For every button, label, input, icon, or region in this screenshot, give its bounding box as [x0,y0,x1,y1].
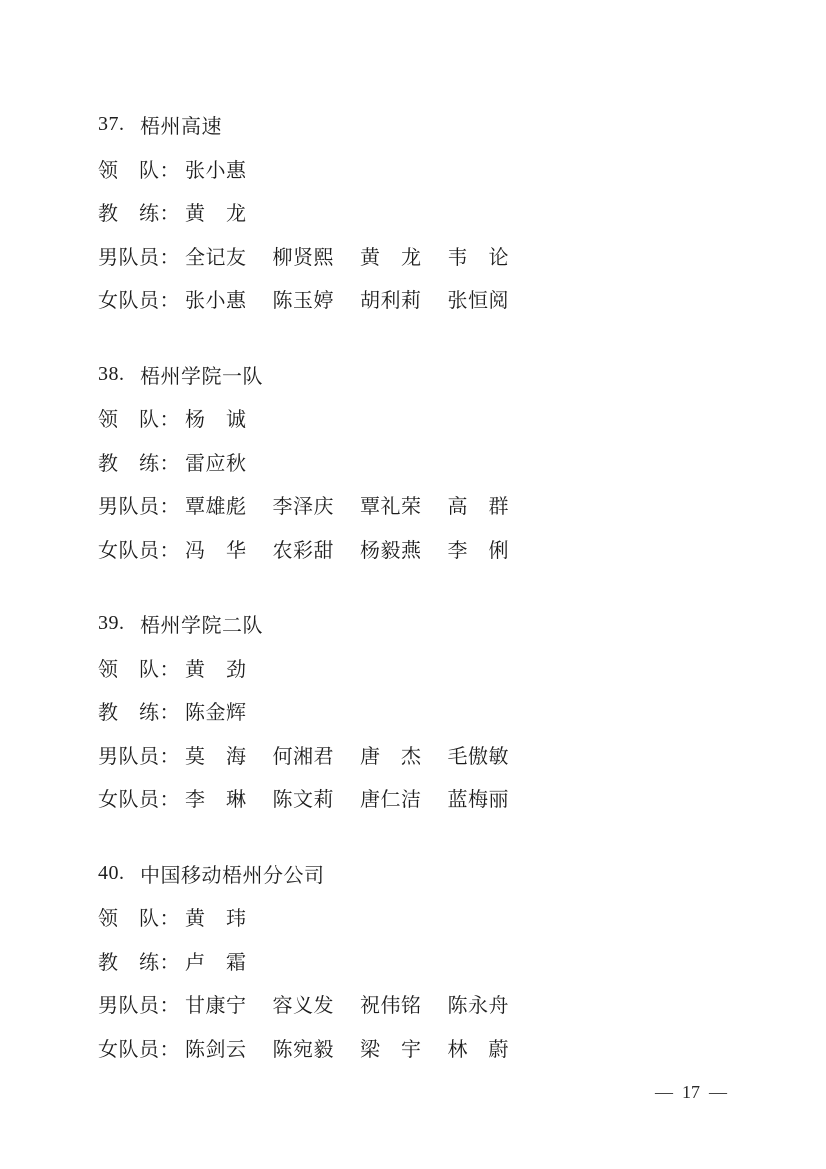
male-members [185,241,509,270]
coach-name: 雷应秋 [185,452,247,475]
member-name: 毛傲敏 [447,745,509,768]
page-footer [655,1082,727,1103]
leader-line [98,646,738,690]
female-members-label: 女队员： [98,1038,180,1061]
coach-name: 卢 霜 [185,951,247,974]
male-members-line [98,483,738,527]
male-members-line [98,733,738,777]
leader-label: 领 队： [98,908,180,931]
member-name: 莫 海 [185,745,247,768]
team-block-37 [98,103,738,321]
member-name: 杨毅燕 [360,539,422,562]
member-name: 何湘君 [272,745,334,768]
team-heading [98,852,738,896]
leader-line [98,396,738,440]
team-block-40 [98,852,738,1070]
team-number: 39. [98,612,125,635]
member-name: 张小惠 [185,290,247,313]
leader-name: 黄 玮 [185,908,247,931]
coach-label: 教 练： [98,452,180,475]
leader-name: 张小惠 [185,159,247,182]
member-name: 林 蔚 [447,1038,509,1061]
member-name: 祝伟铭 [360,995,422,1018]
female-members-label: 女队员： [98,789,180,812]
member-name: 柳贤熙 [272,246,334,269]
coach-name: 黄 龙 [185,203,247,226]
female-members-line [98,1026,738,1070]
team-block-39 [98,602,738,820]
female-members [185,284,509,313]
member-name: 覃雄彪 [185,496,247,519]
member-name: 容义发 [272,995,334,1018]
member-name: 高 群 [447,496,509,519]
member-name: 李 琳 [185,789,247,812]
coach-line [98,440,738,484]
coach-line [98,190,738,234]
team-name: 梧州学院一队 [140,365,263,388]
coach-line [98,939,738,983]
male-members [185,490,509,519]
member-name: 全记友 [185,246,247,269]
coach-name: 陈金辉 [185,702,247,725]
team-number: 37. [98,113,125,136]
member-name: 陈宛毅 [272,1038,334,1061]
male-members [185,989,509,1018]
female-members [185,534,509,563]
male-members-line [98,234,738,278]
male-members-label: 男队员： [98,995,180,1018]
member-name: 蓝梅丽 [447,789,509,812]
member-name: 陈剑云 [185,1038,247,1061]
female-members-line [98,527,738,571]
member-name: 黄 龙 [360,246,422,269]
team-heading [98,602,738,646]
coach-label: 教 练： [98,702,180,725]
member-name: 甘康宁 [185,995,247,1018]
footer-dash-right: — [709,1082,727,1102]
member-name: 张恒阅 [447,290,509,313]
female-members-label: 女队员： [98,539,180,562]
male-members-label: 男队员： [98,745,180,768]
member-name: 陈文莉 [272,789,334,812]
female-members-line [98,776,738,820]
female-members [185,1033,509,1062]
leader-line [98,895,738,939]
team-heading [98,103,738,147]
member-name: 唐仁洁 [360,789,422,812]
male-members-label: 男队员： [98,496,180,519]
member-name: 李 俐 [447,539,509,562]
page-number: 17 [682,1082,700,1102]
team-number: 40. [98,861,125,884]
female-members [185,783,509,812]
member-name: 覃礼荣 [360,496,422,519]
leader-line [98,147,738,191]
team-number: 38. [98,362,125,385]
footer-dash-left: — [655,1082,673,1102]
male-members-label: 男队员： [98,246,180,269]
female-members-line [98,277,738,321]
coach-label: 教 练： [98,203,180,226]
member-name: 陈永舟 [447,995,509,1018]
member-name: 农彩甜 [272,539,334,562]
leader-label: 领 队： [98,409,180,432]
team-roster-list [98,103,738,1101]
team-name: 中国移动梧州分公司 [140,864,325,887]
female-members-label: 女队员： [98,290,180,313]
male-members [185,740,509,769]
team-heading [98,353,738,397]
team-name: 梧州学院二队 [140,615,263,638]
member-name: 陈玉婷 [272,290,334,313]
member-name: 韦 论 [447,246,509,269]
leader-label: 领 队： [98,159,180,182]
member-name: 冯 华 [185,539,247,562]
member-name: 梁 宇 [360,1038,422,1061]
member-name: 李泽庆 [272,496,334,519]
leader-name: 黄 劲 [185,658,247,681]
leader-name: 杨 诚 [185,409,247,432]
leader-label: 领 队： [98,658,180,681]
team-name: 梧州高速 [140,116,222,139]
coach-label: 教 练： [98,951,180,974]
member-name: 胡利莉 [360,290,422,313]
male-members-line [98,982,738,1026]
member-name: 唐 杰 [360,745,422,768]
team-block-38 [98,353,738,571]
coach-line [98,689,738,733]
